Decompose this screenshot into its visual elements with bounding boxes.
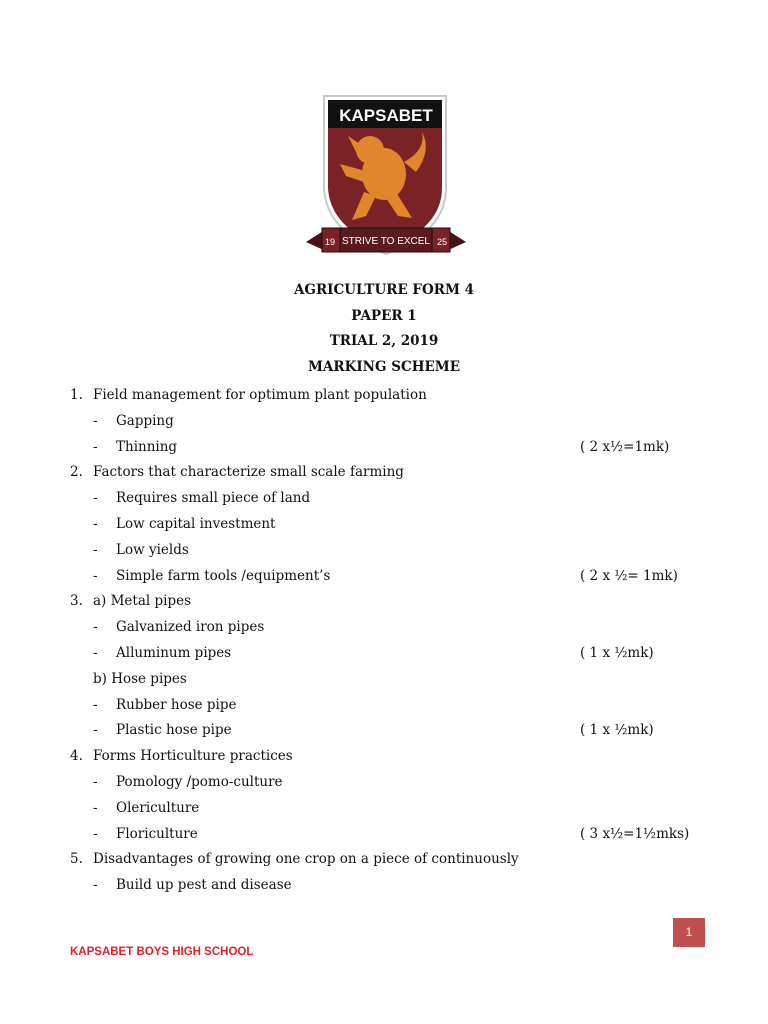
answer-text: Floriculture xyxy=(116,825,198,842)
mark-allocation: ( 1 x ½mk) xyxy=(580,644,654,661)
question-row xyxy=(70,847,710,873)
question-text: Field management for optimum plant population xyxy=(93,387,427,403)
answer-row xyxy=(70,693,710,719)
bullet-dash: - xyxy=(93,438,98,455)
answer-row xyxy=(70,615,710,641)
answer-text: Low yields xyxy=(116,541,189,558)
mark-allocation: ( 1 x ½mk) xyxy=(580,722,654,739)
mark-allocation: ( 2 x ½= 1mk) xyxy=(580,567,678,584)
page-number-badge: 1 xyxy=(673,918,705,947)
bullet-dash: - xyxy=(93,412,98,429)
question-number: 5. xyxy=(70,851,83,868)
answer-text: Pomology /pomo-culture xyxy=(116,773,283,790)
answer-row xyxy=(70,796,710,822)
question-text: Disadvantages of growing one crop on a piece of continuously xyxy=(93,851,519,868)
crest-year-right: 25 xyxy=(436,237,448,247)
question-text: Factors that characterize small scale farming xyxy=(93,464,404,481)
mark-allocation: ( 2 x½=1mk) xyxy=(580,438,670,455)
bullet-dash: - xyxy=(93,722,98,739)
answer-text: Gapping xyxy=(116,412,174,429)
heading-subject: AGRICULTURE FORM 4 xyxy=(293,282,475,298)
heading-marking-scheme: MARKING SCHEME xyxy=(307,358,461,375)
question-row xyxy=(70,383,710,409)
footer-school-name: KAPSABET BOYS HIGH SCHOOL xyxy=(70,946,254,958)
answer-row xyxy=(70,873,710,899)
bullet-dash: - xyxy=(93,619,98,636)
answer-text: Low capital investment xyxy=(116,515,276,532)
answer-row xyxy=(70,512,710,538)
answer-text: Requires small piece of land xyxy=(116,490,311,507)
question-text: Forms Horticulture practices xyxy=(93,748,293,765)
bullet-dash: - xyxy=(93,644,98,661)
question-number: 3. xyxy=(70,593,83,610)
question-row xyxy=(70,667,710,693)
answer-row xyxy=(70,435,710,461)
question-row xyxy=(70,744,710,770)
bullet-dash: - xyxy=(93,825,98,842)
heading-paper: PAPER 1 xyxy=(351,307,417,324)
question-number: 1. xyxy=(70,387,83,403)
answer-text: Rubber hose pipe xyxy=(116,696,237,713)
question-text: a) Metal pipes xyxy=(93,593,192,610)
answer-text: Alluminum pipes xyxy=(116,644,232,661)
bullet-dash: - xyxy=(93,541,98,558)
answer-text: Thinning xyxy=(116,438,178,455)
question-text: b) Hose pipes xyxy=(93,670,187,687)
answer-row xyxy=(70,564,710,590)
crest-school-name: KAPSABET xyxy=(339,106,433,125)
crest-year-left: 19 xyxy=(324,237,336,247)
answer-row xyxy=(70,770,710,796)
question-number: 2. xyxy=(70,464,83,481)
answer-row xyxy=(70,822,710,848)
bullet-dash: - xyxy=(93,696,98,713)
answer-text: Galvanized iron pipes xyxy=(116,619,265,636)
question-row xyxy=(70,589,710,615)
answer-row xyxy=(70,718,710,744)
bullet-dash: - xyxy=(93,490,98,507)
bullet-dash: - xyxy=(93,515,98,532)
answer-text: Plastic hose pipe xyxy=(116,722,232,739)
bullet-dash: - xyxy=(93,567,98,584)
answer-text: Build up pest and disease xyxy=(116,877,292,894)
answer-row xyxy=(70,409,710,435)
answer-row xyxy=(70,641,710,667)
bullet-dash: - xyxy=(93,773,98,790)
crest-motto: STRIVE TO EXCEL xyxy=(342,236,430,247)
answer-text: Olericulture xyxy=(116,799,200,816)
school-crest-logo xyxy=(300,92,472,264)
answer-row xyxy=(70,486,710,512)
mark-allocation: ( 3 x½=1½mks) xyxy=(580,825,690,842)
document-headings xyxy=(0,278,768,380)
answer-text: Simple farm tools /equipment’s xyxy=(116,567,331,584)
question-number: 4. xyxy=(70,748,83,765)
answer-row xyxy=(70,538,710,564)
marking-scheme-list xyxy=(70,383,710,899)
question-row xyxy=(70,460,710,486)
bullet-dash: - xyxy=(93,877,98,894)
bullet-dash: - xyxy=(93,799,98,816)
heading-trial: TRIAL 2, 2019 xyxy=(329,333,439,349)
